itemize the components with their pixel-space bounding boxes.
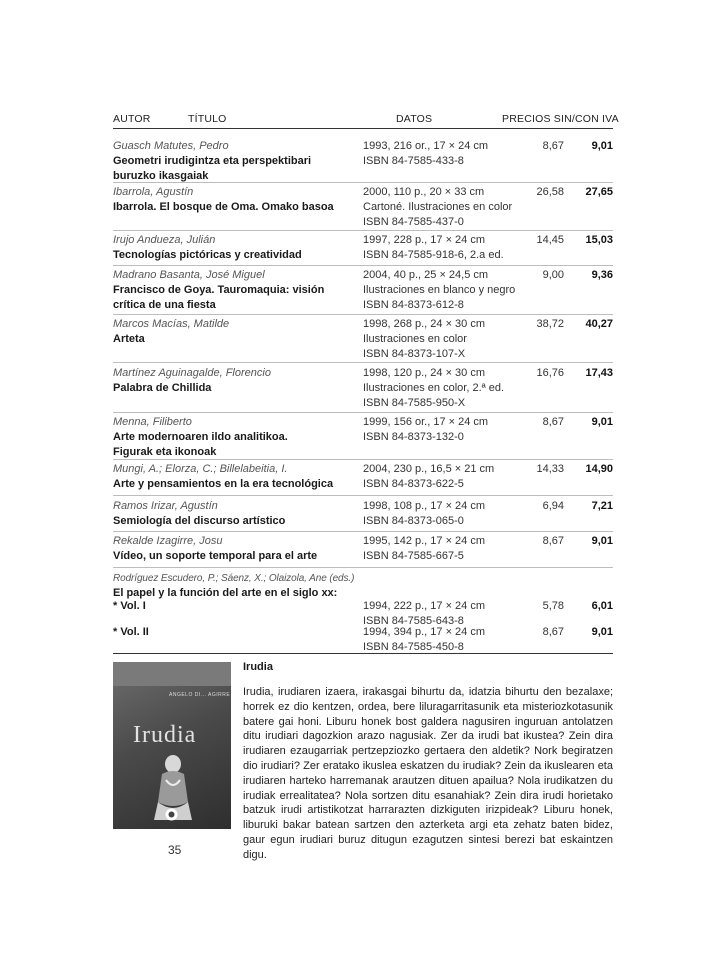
entry-author: Ibarrola, Agustín — [113, 186, 194, 198]
entry-author: Rodríguez Escudero, P.; Sáenz, X.; Olaizola, Ane (eds.) — [113, 573, 355, 584]
entry-datos: ISBN 84-8373-065-0 — [363, 515, 464, 527]
entry-datos: 1993, 216 or., 17 × 24 cm — [363, 140, 489, 152]
entry-datos: ISBN 84-8373-132-0 — [363, 431, 464, 443]
entry-price: 14,33 — [536, 463, 564, 475]
entry-title: Francisco de Goya. Tauromaquia: visión — [113, 284, 325, 296]
entry-author: Menna, Filiberto — [113, 416, 192, 428]
entry-title: Geometri irudigintza eta perspektibari — [113, 155, 312, 167]
entry-divider — [113, 265, 613, 266]
section-rule — [113, 653, 613, 654]
entry-author: Martínez Aguinagalde, Florencio — [113, 367, 271, 379]
entry-price: 9,00 — [542, 269, 564, 281]
entry-author: Madrano Basanta, José Miguel — [113, 269, 265, 281]
entry-price: 8,67 — [542, 535, 564, 547]
entry-title: Palabra de Chillida — [113, 382, 212, 394]
entry-price: 8,67 — [542, 626, 564, 638]
entry-author: Mungi, A.; Elorza, C.; Billelabeitia, I. — [113, 463, 288, 475]
entry-price: 38,72 — [536, 318, 564, 330]
entry-divider — [113, 362, 613, 363]
entry-author: Ramos Irizar, Agustín — [113, 500, 218, 512]
entry-price: 6,94 — [542, 500, 564, 512]
feature-title: Irudia — [243, 661, 273, 673]
entry-price-iva: 9,01 — [591, 416, 613, 428]
entry-datos: 1994, 394 p., 17 × 24 cm — [363, 626, 486, 638]
entry-price: 16,76 — [536, 367, 564, 379]
entry-price-iva: 40,27 — [585, 318, 613, 330]
header-rule — [113, 128, 613, 129]
header-precios: PRECIOS SIN/CON IVA — [502, 113, 619, 125]
entry-datos: 2004, 230 p., 16,5 × 21 cm — [363, 463, 495, 475]
entry-price-iva: 15,03 — [585, 234, 613, 246]
entry-datos: ISBN 84-7585-918-6, 2.a ed. — [363, 249, 504, 261]
entry-price: 14,45 — [536, 234, 564, 246]
entry-title: Arte modernoaren ildo analitikoa. — [113, 431, 288, 443]
entry-title: Semiología del discurso artístico — [113, 515, 286, 527]
entry-datos: 1997, 228 p., 17 × 24 cm — [363, 234, 486, 246]
entry-datos: ISBN 84-7585-667-5 — [363, 550, 464, 562]
entry-datos: ISBN 84-8373-107-X — [363, 348, 466, 360]
header-datos: DATOS — [396, 113, 433, 125]
entry-title: crítica de una fiesta — [113, 299, 216, 311]
page-number: 35 — [168, 843, 182, 857]
entry-divider — [113, 567, 613, 568]
entry-title: Arteta — [113, 333, 145, 345]
entry-author: Irujo Andueza, Julián — [113, 234, 216, 246]
entry-datos: 2004, 40 p., 25 × 24,5 cm — [363, 269, 489, 281]
cover-title: Irudia — [133, 722, 197, 748]
entry-divider — [113, 412, 613, 413]
entry-datos: ISBN 84-7585-950-X — [363, 397, 466, 409]
entry-divider — [113, 531, 613, 532]
entry-datos: ISBN 84-7585-643-8 — [363, 615, 464, 627]
feature-description: Irudia, irudiaren izaera, irakasgai bihurtu da, idatzia bihurtu den bezalaxe; horrek ez dio kentzen, ordea, bere liluragarritasunik eta misteriozkotasunik batere gai honi. Liburu honek bost galdera nagusiren inguruan antolatzen ditu irudiari dagozkion arazo nagusiak. Zer da irudi bat ikustea? Zein dira irudiaren ezaugarriak pertzepziozko gertaera den aldetik? Nork begiratzen dio irudiari? Zer eratako ikuslea eskatzen du irudiak? Zein da ikuslearen eta irudiaren harteko harremanak arautzen dituen apailua? Nola irudikatzen du irudiak errealitatea? Nola sortzen ditu esanahiak? Zein dira irudi horietako batzuk irudi artistikotzat harrarazten dizkiguten irizpideak? Liburu honek, liburuki bakar batean sartzen den azterketa argi eta zehatz baten bidez, gaur egun irudiari buruz ditugun ezagutzen sintesi berezi bat eskaintzen digu. — [243, 686, 613, 861]
entry-price-iva: 17,43 — [585, 367, 613, 379]
entry-datos: ISBN 84-8373-612-8 — [363, 299, 464, 311]
entry-datos: Cartoné. Ilustraciones en color — [363, 201, 513, 213]
entry-author: Guasch Matutes, Pedro — [113, 140, 229, 152]
entry-price-iva: 27,65 — [585, 186, 613, 198]
entry-price-iva: 6,01 — [591, 600, 613, 612]
entry-datos: 1995, 142 p., 17 × 24 cm — [363, 535, 486, 547]
catalog-entry-multivolume — [113, 571, 613, 601]
entry-datos: Ilustraciones en blanco y negro — [363, 284, 516, 296]
entry-title: buruzko ikasgaiak — [113, 170, 209, 182]
entry-datos: 1998, 120 p., 24 × 30 cm — [363, 367, 486, 379]
entry-datos: Ilustraciones en color, 2.ª ed. — [363, 382, 505, 394]
entry-divider — [113, 182, 613, 183]
entry-price-iva: 9,01 — [591, 626, 613, 638]
entry-datos: 1994, 222 p., 17 × 24 cm — [363, 600, 486, 612]
volume-label: * Vol. II — [113, 626, 149, 638]
entry-title: Arte y pensamientos en la era tecnológica — [113, 478, 334, 490]
entry-title: El papel y la función del arte en el siglo xx: — [113, 587, 338, 599]
entry-price-iva: 9,01 — [591, 535, 613, 547]
entry-price-iva: 14,90 — [585, 463, 613, 475]
entry-datos: 2000, 110 p., 20 × 33 cm — [363, 186, 485, 198]
entry-title: Ibarrola. El bosque de Oma. Omako basoa — [113, 201, 334, 213]
entry-author: Marcos Macías, Matilde — [113, 318, 230, 330]
entry-price-iva: 9,01 — [591, 140, 613, 152]
book-cover-image — [113, 662, 231, 829]
entry-datos: Ilustraciones en color — [363, 333, 467, 345]
entry-divider — [113, 230, 613, 231]
entry-divider — [113, 459, 613, 460]
entry-price: 8,67 — [542, 416, 564, 428]
entry-price: 5,78 — [542, 600, 564, 612]
entry-title: Tecnologías pictóricas y creatividad — [113, 249, 302, 261]
entry-datos: 1998, 268 p., 24 × 30 cm — [363, 318, 486, 330]
entry-datos: ISBN 84-7585-437-0 — [363, 216, 464, 228]
university-seal-icon — [165, 808, 178, 821]
entry-price-iva: 9,36 — [591, 269, 613, 281]
entry-datos: 1998, 108 p., 17 × 24 cm — [363, 500, 486, 512]
entry-author: Rekalde Izagirre, Josu — [113, 535, 223, 547]
entry-divider — [113, 495, 613, 496]
entry-price: 26,58 — [536, 186, 564, 198]
entry-datos: 1999, 156 or., 17 × 24 cm — [363, 416, 489, 428]
header-titulo: TÍTULO — [188, 113, 227, 125]
volume-label: * Vol. I — [113, 600, 146, 612]
entry-datos: ISBN 84-7585-433-8 — [363, 155, 464, 167]
header-autor: AUTOR — [113, 113, 151, 125]
entry-title: Figurak eta ikonoak — [113, 446, 217, 458]
entry-price-iva: 7,21 — [591, 500, 613, 512]
entry-datos: ISBN 84-8373-622-5 — [363, 478, 464, 490]
cover-author: ANGELO DI... AGIRRE — [169, 692, 231, 698]
cover-top-strip — [113, 662, 231, 686]
entry-datos: ISBN 84-7585-450-8 — [363, 641, 464, 653]
entry-title: Vídeo, un soporte temporal para el arte — [113, 550, 318, 562]
entry-price: 8,67 — [542, 140, 564, 152]
entry-divider — [113, 314, 613, 315]
